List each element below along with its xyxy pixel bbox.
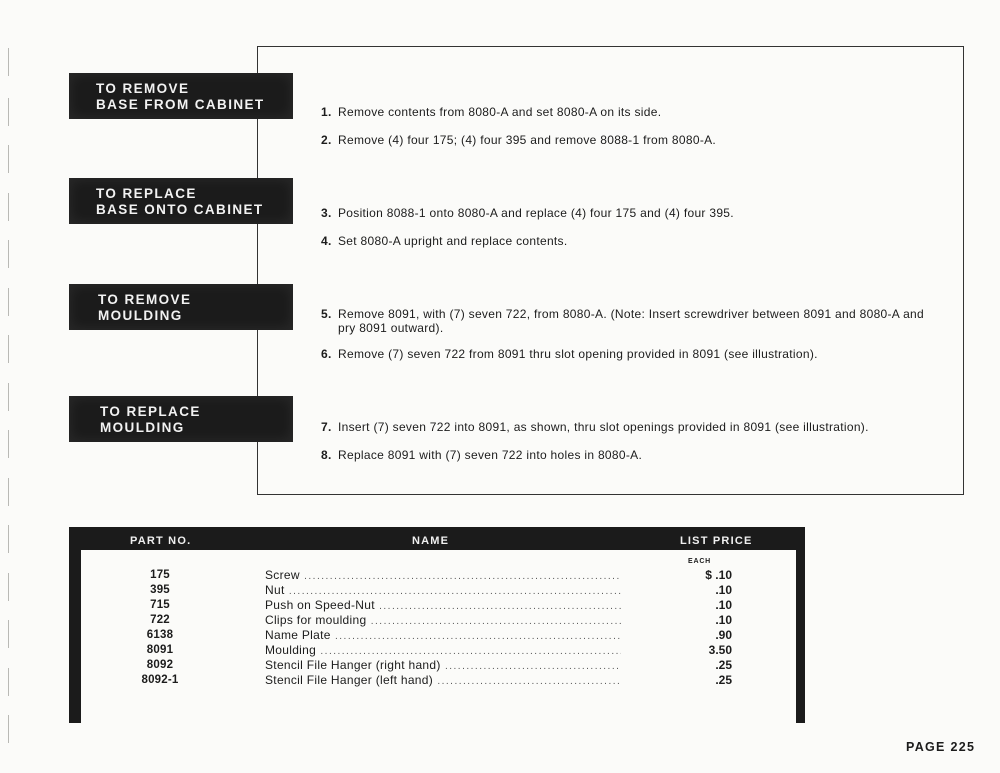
instruction-step: [321, 133, 941, 147]
section-label-line: MOULDING: [98, 308, 183, 323]
name-header: NAME: [412, 535, 450, 547]
part-number: 6138: [146, 629, 174, 641]
step-text: Remove (4) four 175; (4) four 395 and remove 8088-1 from 8080-A.: [338, 133, 717, 147]
binding-hole-marks: [8, 0, 14, 773]
part-number: 175: [150, 569, 170, 581]
part-name: Name Plate .....: [265, 628, 621, 644]
parts-table-body: [81, 550, 796, 724]
instruction-step: [321, 234, 941, 248]
part-price: 3.50: [708, 643, 732, 657]
table-row: [81, 598, 796, 613]
list-price-header: LIST PRICE: [680, 535, 753, 547]
part-price: .10: [715, 598, 732, 612]
parts-table: [69, 527, 805, 723]
part-price: .25: [715, 673, 732, 687]
step-number: 2.: [321, 133, 332, 147]
part-price: .10: [715, 583, 732, 597]
table-row: [81, 658, 796, 673]
instruction-step: [321, 206, 941, 220]
part-number: 8092-1: [141, 674, 179, 686]
instruction-step: [321, 420, 941, 434]
step-number: 1.: [321, 105, 332, 119]
step-text: Remove 8091, with (7) seven 722, from 8080-A. (Note: Insert screwdriver between 8091 and 8080-A and pry 8091 outward).: [338, 307, 925, 335]
table-row: [81, 643, 796, 658]
instruction-step: [321, 105, 941, 119]
step-text: Remove (7) seven 722 from 8091 thru slot opening provided in 8091 (see illustration).: [338, 347, 818, 361]
part-name: Stencil File Hanger (left hand) .....: [265, 673, 621, 689]
part-number: 722: [150, 614, 170, 626]
step-text: Remove contents from 8080-A and set 8080-A on its side.: [338, 105, 662, 119]
part-no-header: PART NO.: [130, 535, 192, 547]
part-number: 8091: [146, 644, 174, 656]
table-row: [81, 673, 796, 688]
section-label-remove-moulding: [69, 284, 293, 330]
table-row: [81, 613, 796, 628]
part-name: Stencil File Hanger (right hand) .....: [265, 658, 621, 674]
section-label-line: TO REPLACE: [96, 186, 197, 201]
part-price: .25: [715, 658, 732, 672]
section-label-line: MOULDING: [100, 420, 185, 435]
table-row: [81, 583, 796, 598]
part-name: Nut .....: [265, 583, 621, 599]
step-text: Set 8080-A upright and replace contents.: [338, 234, 568, 248]
page-number: PAGE 225: [906, 740, 976, 754]
price-unit-label: EACH: [688, 558, 712, 565]
step-number: 3.: [321, 206, 332, 220]
part-name: Clips for moulding .....: [265, 613, 621, 629]
part-number: 715: [150, 599, 170, 611]
section-label-line: TO REMOVE: [96, 81, 190, 96]
section-label-line: BASE ONTO CABINET: [96, 202, 264, 217]
part-name: Push on Speed-Nut .....: [265, 598, 621, 614]
part-price: .90: [715, 628, 732, 642]
part-number: 395: [150, 584, 170, 596]
section-label-line: TO REMOVE: [98, 292, 192, 307]
part-number: 8092: [146, 659, 174, 671]
part-name: Screw .....: [265, 568, 621, 584]
step-number: 8.: [321, 448, 332, 462]
step-text: Replace 8091 with (7) seven 722 into holes in 8080-A.: [338, 448, 643, 462]
step-number: 7.: [321, 420, 332, 434]
section-label-remove-base: [69, 73, 293, 119]
section-label-line: BASE FROM CABINET: [96, 97, 265, 112]
step-text: Position 8088-1 onto 8080-A and replace (4) four 175 and (4) four 395.: [338, 206, 734, 220]
step-text: Insert (7) seven 722 into 8091, as shown, thru slot openings provided in 8091 (see illustration).: [338, 420, 869, 434]
step-number: 5.: [321, 307, 332, 321]
part-price: $ .10: [705, 568, 732, 582]
section-label-replace-moulding: [69, 396, 293, 442]
step-number: 6.: [321, 347, 332, 361]
section-label-line: TO REPLACE: [100, 404, 201, 419]
instruction-step: [321, 307, 941, 335]
part-price: .10: [715, 613, 732, 627]
instruction-step: [321, 347, 941, 361]
instruction-step: [321, 448, 941, 462]
table-row: [81, 568, 796, 583]
section-label-replace-base: [69, 178, 293, 224]
table-row: [81, 628, 796, 643]
part-name: Moulding .....: [265, 643, 621, 659]
step-number: 4.: [321, 234, 332, 248]
